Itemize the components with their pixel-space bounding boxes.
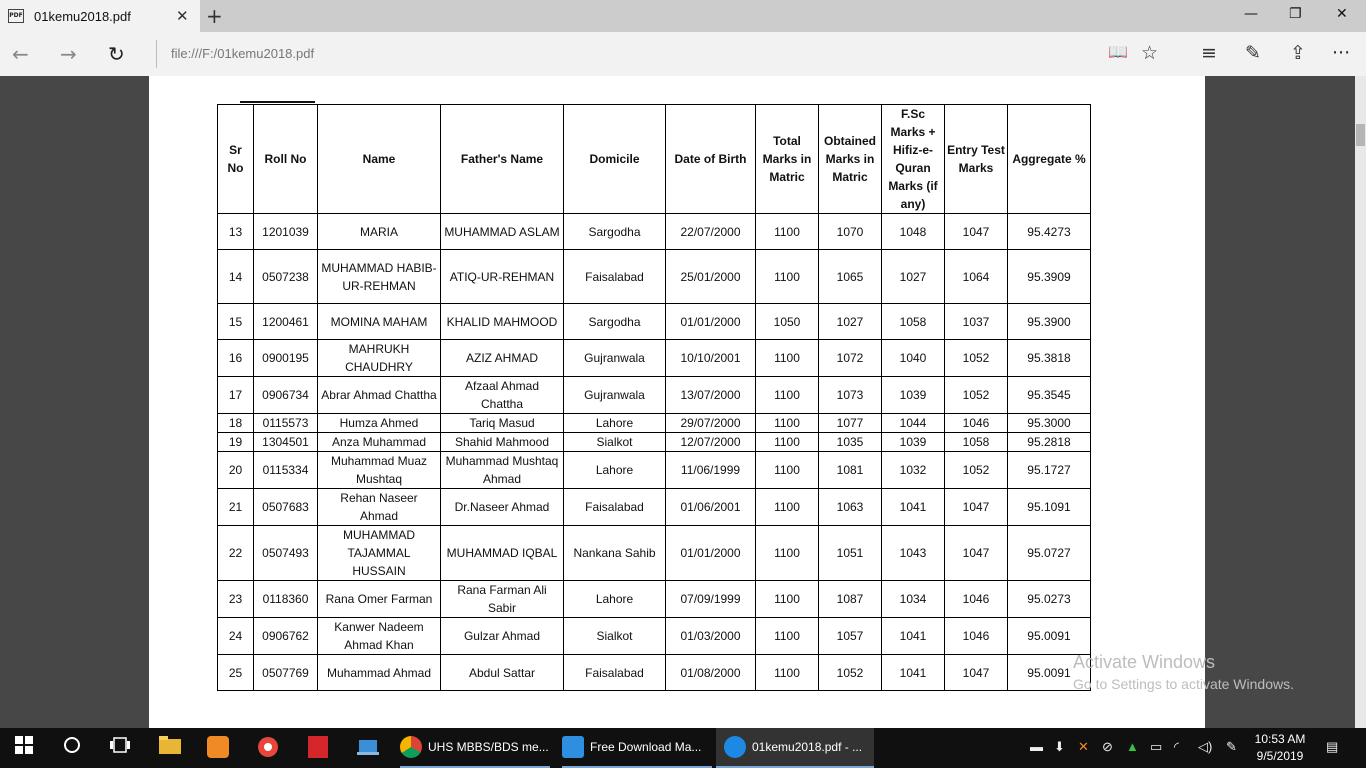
cell-roll-no: 0115573 (254, 414, 318, 433)
table-row (218, 433, 1091, 452)
cell-obtained-matric: 1027 (819, 304, 882, 340)
cell-sr-no: 24 (218, 618, 254, 655)
cell-father-name: KHALID MAHMOOD (441, 304, 564, 340)
cell-entry-test: 1046 (945, 414, 1008, 433)
cell-father-name: ATIQ-UR-REHMAN (441, 250, 564, 304)
cell-name: Humza Ahmed (318, 414, 441, 433)
cell-dob: 13/07/2000 (666, 377, 756, 414)
start-icon[interactable] (12, 736, 36, 760)
table-header-row (218, 105, 1091, 214)
cell-fsc: 1041 (882, 655, 945, 691)
cell-obtained-matric: 1081 (819, 452, 882, 489)
pdf-viewer (0, 76, 1366, 728)
reading-view-icon[interactable]: 📖 (1108, 42, 1128, 61)
cell-entry-test: 1052 (945, 452, 1008, 489)
cell-sr-no: 18 (218, 414, 254, 433)
notification-icon[interactable]: ▤ (1326, 739, 1339, 754)
cell-total-matric: 1050 (756, 304, 819, 340)
minimize-icon[interactable]: — (1244, 6, 1258, 22)
cell-total-matric: 1100 (756, 452, 819, 489)
header-fsc: F.Sc Marks + Hifiz-e-Quran Marks (if any) (882, 105, 945, 214)
header-entry-test: Entry Test Marks (945, 105, 1008, 214)
cell-father-name: MUHAMMAD ASLAM (441, 214, 564, 250)
cell-total-matric: 1100 (756, 655, 819, 691)
cell-obtained-matric: 1052 (819, 655, 882, 691)
cell-domicile: Faisalabad (564, 655, 666, 691)
cell-name: MARIA (318, 214, 441, 250)
cell-dob: 22/07/2000 (666, 214, 756, 250)
header-sr-no: Sr No (218, 105, 254, 214)
cell-domicile: Gujranwala (564, 340, 666, 377)
cell-fsc: 1039 (882, 433, 945, 452)
cell-dob: 01/01/2000 (666, 304, 756, 340)
activate-windows-title: Activate Windows (1073, 652, 1216, 672)
cell-sr-no: 16 (218, 340, 254, 377)
back-icon[interactable]: ← (12, 42, 29, 66)
cell-aggregate: 95.2818 (1008, 433, 1091, 452)
forward-icon[interactable]: → (60, 42, 77, 66)
cell-sr-no: 15 (218, 304, 254, 340)
cell-dob: 07/09/1999 (666, 581, 756, 618)
cell-aggregate: 95.0091 (1008, 655, 1091, 691)
close-tab-icon[interactable]: ✕ (176, 7, 189, 25)
cell-aggregate: 95.0273 (1008, 581, 1091, 618)
cell-name: Muhammad Ahmad (318, 655, 441, 691)
cell-domicile: Sialkot (564, 618, 666, 655)
favorite-icon[interactable]: ☆ (1141, 42, 1159, 64)
table-row (218, 618, 1091, 655)
clock[interactable] (1250, 731, 1310, 765)
cell-roll-no: 0906762 (254, 618, 318, 655)
wifi-icon[interactable]: ◜ (1174, 739, 1180, 754)
cell-dob: 01/01/2000 (666, 526, 756, 581)
cell-sr-no: 21 (218, 489, 254, 526)
taskbar-app-chrome[interactable] (400, 728, 550, 768)
cell-dob: 01/06/2001 (666, 489, 756, 526)
cell-domicile: Lahore (564, 452, 666, 489)
cell-father-name: Afzaal Ahmad Chattha (441, 377, 564, 414)
header-father-name: Father's Name (441, 105, 564, 214)
chrome-icon (400, 736, 422, 758)
cell-fsc: 1027 (882, 250, 945, 304)
active-tab[interactable] (0, 0, 200, 32)
activate-windows-subtitle: Go to Settings to activate Windows. (1073, 676, 1294, 692)
table-row (218, 452, 1091, 489)
cell-dob: 12/07/2000 (666, 433, 756, 452)
cell-obtained-matric: 1051 (819, 526, 882, 581)
cell-dob: 29/07/2000 (666, 414, 756, 433)
cell-dob: 11/06/1999 (666, 452, 756, 489)
new-tab-icon[interactable]: + (206, 4, 223, 28)
cell-domicile: Lahore (564, 581, 666, 618)
cell-roll-no: 0507493 (254, 526, 318, 581)
cell-roll-no: 0507769 (254, 655, 318, 691)
cell-fsc: 1048 (882, 214, 945, 250)
table-row (218, 340, 1091, 377)
cell-sr-no: 13 (218, 214, 254, 250)
cell-obtained-matric: 1063 (819, 489, 882, 526)
cell-aggregate: 95.3000 (1008, 414, 1091, 433)
taskbar-app-download[interactable] (562, 728, 712, 768)
cell-total-matric: 1100 (756, 414, 819, 433)
taskbar-app-edge[interactable] (716, 728, 874, 768)
notes-icon[interactable]: ✎ (1245, 42, 1261, 64)
cell-fsc: 1058 (882, 304, 945, 340)
cell-aggregate: 95.1091 (1008, 489, 1091, 526)
tray-warning-icon[interactable]: ▲ (1126, 739, 1139, 754)
battery-icon[interactable]: ▭ (1150, 739, 1163, 754)
table-row (218, 250, 1091, 304)
tab-title: 01kemu2018.pdf (34, 8, 131, 24)
header-name: Name (318, 105, 441, 214)
cell-roll-no: 1304501 (254, 433, 318, 452)
header-rule (240, 101, 315, 103)
cell-roll-no: 0118360 (254, 581, 318, 618)
cell-domicile: Faisalabad (564, 250, 666, 304)
table-row (218, 489, 1091, 526)
uc-browser-icon[interactable] (206, 736, 230, 760)
cell-aggregate: 95.3818 (1008, 340, 1091, 377)
cell-sr-no: 19 (218, 433, 254, 452)
cell-obtained-matric: 1057 (819, 618, 882, 655)
cell-fsc: 1041 (882, 618, 945, 655)
header-obtained-matric: Obtained Marks in Matric (819, 105, 882, 214)
cell-dob: 25/01/2000 (666, 250, 756, 304)
hub-icon[interactable]: ≡ (1201, 42, 1217, 64)
cell-domicile: Nankana Sahib (564, 526, 666, 581)
cell-father-name: Shahid Mahmood (441, 433, 564, 452)
cell-domicile: Sialkot (564, 433, 666, 452)
table-row (218, 304, 1091, 340)
cell-name: Kanwer Nadeem Ahmad Khan (318, 618, 441, 655)
tray-network-tool-icon[interactable]: ⊘ (1102, 739, 1113, 754)
tray-app-icon[interactable]: ✕ (1078, 739, 1089, 754)
cell-fsc: 1034 (882, 581, 945, 618)
table-row (218, 581, 1091, 618)
cell-domicile: Sargodha (564, 304, 666, 340)
download-manager-icon (562, 736, 584, 758)
cell-obtained-matric: 1073 (819, 377, 882, 414)
pdf-icon: PDF (8, 9, 24, 23)
cell-entry-test: 1052 (945, 377, 1008, 414)
cell-entry-test: 1064 (945, 250, 1008, 304)
cell-obtained-matric: 1077 (819, 414, 882, 433)
cell-entry-test: 1047 (945, 526, 1008, 581)
cell-roll-no: 1200461 (254, 304, 318, 340)
cell-roll-no: 1201039 (254, 214, 318, 250)
cell-obtained-matric: 1065 (819, 250, 882, 304)
header-total-matric: Total Marks in Matric (756, 105, 819, 214)
cell-obtained-matric: 1087 (819, 581, 882, 618)
share-icon[interactable]: ⇪ (1290, 42, 1306, 64)
navigation-bar (0, 32, 1366, 76)
merit-list-table (217, 104, 1091, 691)
cell-roll-no: 0507238 (254, 250, 318, 304)
cell-entry-test: 1047 (945, 489, 1008, 526)
cell-father-name: Rana Farman Ali Sabir (441, 581, 564, 618)
cell-entry-test: 1037 (945, 304, 1008, 340)
taskbar-app-label: UHS MBBS/BDS me... (428, 740, 549, 754)
cell-roll-no: 0115334 (254, 452, 318, 489)
cell-sr-no: 23 (218, 581, 254, 618)
installer-icon[interactable] (356, 736, 380, 760)
close-window-icon[interactable]: ✕ (1336, 6, 1348, 22)
cell-roll-no: 0507683 (254, 489, 318, 526)
cell-name: MAHRUKH CHAUDHRY (318, 340, 441, 377)
cell-father-name: Tariq Masud (441, 414, 564, 433)
cell-sr-no: 14 (218, 250, 254, 304)
cell-fsc: 1043 (882, 526, 945, 581)
cell-total-matric: 1100 (756, 618, 819, 655)
cell-aggregate: 95.1727 (1008, 452, 1091, 489)
cell-entry-test: 1052 (945, 340, 1008, 377)
cell-name: Rehan Naseer Ahmad (318, 489, 441, 526)
tray-download-icon[interactable]: ⬇ (1054, 739, 1065, 754)
clock-date: 9/5/2019 (1256, 749, 1304, 763)
more-icon[interactable]: ··· (1332, 42, 1351, 64)
scrollbar-thumb[interactable] (1356, 124, 1365, 146)
cell-sr-no: 25 (218, 655, 254, 691)
cell-sr-no: 17 (218, 377, 254, 414)
table-row (218, 414, 1091, 433)
cell-father-name: AZIZ AHMAD (441, 340, 564, 377)
cell-aggregate: 95.0091 (1008, 618, 1091, 655)
refresh-icon[interactable]: ↻ (108, 42, 125, 66)
clock-time: 10:53 AM (1254, 732, 1306, 746)
header-aggregate: Aggregate % (1008, 105, 1091, 214)
cell-fsc: 1032 (882, 452, 945, 489)
cell-name: Muhammad Muaz Mushtaq (318, 452, 441, 489)
cell-father-name: Abdul Sattar (441, 655, 564, 691)
cell-domicile: Gujranwala (564, 377, 666, 414)
cell-father-name: Muhammad Mushtaq Ahmad (441, 452, 564, 489)
cell-father-name: Gulzar Ahmad (441, 618, 564, 655)
media-app-icon[interactable] (256, 736, 280, 760)
volume-icon[interactable]: ◁) (1198, 739, 1213, 754)
header-domicile: Domicile (564, 105, 666, 214)
header-dob: Date of Birth (666, 105, 756, 214)
header-roll-no: Roll No (254, 105, 318, 214)
file-explorer-icon[interactable] (158, 736, 182, 760)
cell-sr-no: 22 (218, 526, 254, 581)
tab-bar (0, 0, 1366, 32)
cell-obtained-matric: 1070 (819, 214, 882, 250)
task-view-icon[interactable] (108, 736, 132, 760)
cell-obtained-matric: 1035 (819, 433, 882, 452)
cell-fsc: 1044 (882, 414, 945, 433)
cell-dob: 01/08/2000 (666, 655, 756, 691)
cell-entry-test: 1047 (945, 214, 1008, 250)
taskbar (0, 728, 1366, 768)
scrollbar[interactable] (1355, 76, 1366, 728)
table-body (218, 214, 1091, 691)
cell-domicile: Sargodha (564, 214, 666, 250)
cell-name: MUHAMMAD TAJAMMAL HUSSAIN (318, 526, 441, 581)
cell-total-matric: 1100 (756, 214, 819, 250)
pen-icon[interactable]: ✎ (1226, 739, 1237, 754)
pdf-page (149, 76, 1205, 728)
table-row (218, 214, 1091, 250)
cell-name: MUHAMMAD HABIB-UR-REHMAN (318, 250, 441, 304)
cell-name: Abrar Ahmad Chattha (318, 377, 441, 414)
tray-drive-icon[interactable]: ▬ (1030, 739, 1043, 754)
cell-sr-no: 20 (218, 452, 254, 489)
cell-aggregate: 95.3909 (1008, 250, 1091, 304)
cell-total-matric: 1100 (756, 433, 819, 452)
cell-entry-test: 1058 (945, 433, 1008, 452)
cell-dob: 01/03/2000 (666, 618, 756, 655)
cell-entry-test: 1046 (945, 581, 1008, 618)
cell-dob: 10/10/2001 (666, 340, 756, 377)
cell-fsc: 1039 (882, 377, 945, 414)
cell-roll-no: 0900195 (254, 340, 318, 377)
cell-father-name: Dr.Naseer Ahmad (441, 489, 564, 526)
cell-total-matric: 1100 (756, 250, 819, 304)
cell-name: Rana Omer Farman (318, 581, 441, 618)
cell-total-matric: 1100 (756, 489, 819, 526)
table-row (218, 655, 1091, 691)
cell-father-name: MUHAMMAD IQBAL (441, 526, 564, 581)
cell-name: MOMINA MAHAM (318, 304, 441, 340)
address-bar[interactable]: file:///F:/01kemu2018.pdf (156, 40, 1096, 68)
cell-fsc: 1041 (882, 489, 945, 526)
table-row (218, 377, 1091, 414)
edge-icon (724, 736, 746, 758)
cell-fsc: 1040 (882, 340, 945, 377)
taskbar-app-label: 01kemu2018.pdf - ... (752, 740, 863, 754)
cell-aggregate: 95.0727 (1008, 526, 1091, 581)
cell-aggregate: 95.4273 (1008, 214, 1091, 250)
cell-total-matric: 1100 (756, 340, 819, 377)
cell-entry-test: 1046 (945, 618, 1008, 655)
cell-total-matric: 1100 (756, 526, 819, 581)
cell-obtained-matric: 1072 (819, 340, 882, 377)
taskbar-app-label: Free Download Ma... (590, 740, 702, 754)
search-icon[interactable] (60, 736, 84, 760)
cell-aggregate: 95.3900 (1008, 304, 1091, 340)
table-row (218, 526, 1091, 581)
restore-icon[interactable]: ❐ (1289, 6, 1302, 22)
cell-domicile: Lahore (564, 414, 666, 433)
cell-total-matric: 1100 (756, 581, 819, 618)
pdf-reader-icon[interactable] (306, 736, 330, 760)
cell-roll-no: 0906734 (254, 377, 318, 414)
cell-entry-test: 1047 (945, 655, 1008, 691)
cell-total-matric: 1100 (756, 377, 819, 414)
cell-aggregate: 95.3545 (1008, 377, 1091, 414)
cell-name: Anza Muhammad (318, 433, 441, 452)
cell-domicile: Faisalabad (564, 489, 666, 526)
